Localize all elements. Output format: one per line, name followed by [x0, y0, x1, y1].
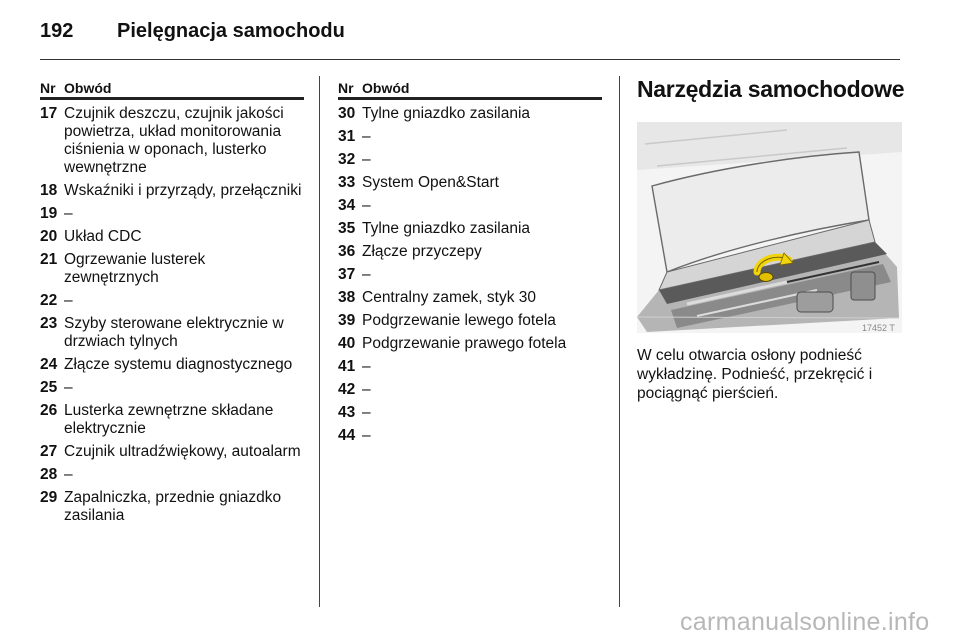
column-divider-1: [319, 76, 320, 607]
fuse-number: 35: [338, 220, 356, 237]
fuse-circuit: Szyby sterowane elektrycznie w drzwiach tylnych: [64, 315, 284, 350]
section-title: Narzędzia samochodowe: [637, 76, 905, 102]
image-code: 17452 T: [862, 323, 895, 333]
fuse-number: 21: [40, 251, 58, 268]
fuse-row: [40, 489, 304, 525]
fuse-circuit: Tylne gniazdko zasilania: [362, 105, 531, 122]
fuse-circuit: –: [362, 266, 371, 283]
fuse-circuit: Ogrzewanie lusterek zewnętrznych: [64, 251, 206, 286]
fuse-number: 25: [40, 379, 58, 396]
fuse-row: [338, 151, 602, 169]
fuse-row: [338, 427, 602, 445]
fuse-number: 39: [338, 312, 356, 329]
fuse-number: 41: [338, 358, 356, 375]
column-divider-2: [619, 76, 620, 607]
fuse-row: [40, 205, 304, 223]
fuse-circuit: Czujnik deszczu, czujnik jakości powietrza, układ monitorowania ciśnienia w oponach, lusterko wewnętrzne: [64, 105, 284, 176]
fuse-number: 22: [40, 292, 58, 309]
column-header-circuit: Obwód: [362, 80, 410, 96]
fuse-number: 38: [338, 289, 356, 306]
fuse-circuit: Tylne gniazdko zasilania: [362, 220, 531, 237]
fuse-number: 42: [338, 381, 356, 398]
fuse-row: [40, 356, 304, 374]
fuse-number: 23: [40, 315, 58, 332]
fuse-table-left: [40, 79, 304, 525]
fuse-row: [338, 174, 602, 192]
fuse-number: 33: [338, 174, 356, 191]
fuse-row: [338, 289, 602, 307]
fuse-row: [338, 197, 602, 215]
fuse-number: 32: [338, 151, 356, 168]
column-header-nr: Nr: [338, 80, 354, 96]
fuse-circuit: –: [362, 404, 371, 421]
fuse-row: [40, 228, 304, 246]
fuse-circuit: –: [362, 427, 371, 444]
column-header-circuit: Obwód: [64, 80, 112, 96]
fuse-number: 28: [40, 466, 58, 483]
fuse-circuit: –: [362, 381, 371, 398]
fuse-number: 18: [40, 182, 58, 199]
fuse-number: 24: [40, 356, 58, 373]
column-header-nr: Nr: [40, 80, 56, 96]
fuse-circuit: Wskaźniki i przyrządy, przełączniki: [64, 182, 302, 199]
fuse-number: 31: [338, 128, 356, 145]
fuse-row: [40, 466, 304, 484]
fuse-number: 20: [40, 228, 58, 245]
fuse-circuit: Zapalniczka, przednie gniazdko zasilania: [64, 489, 282, 524]
fuse-table-right: [338, 79, 602, 445]
fuse-row: [338, 404, 602, 422]
fuse-circuit: –: [362, 151, 371, 168]
fuse-circuit: –: [362, 128, 371, 145]
fuse-row: [40, 251, 304, 287]
fuse-number: 34: [338, 197, 356, 214]
fuse-circuit: –: [64, 292, 73, 309]
fuse-number: 30: [338, 105, 356, 122]
fuse-row: [338, 335, 602, 353]
fuse-number: 26: [40, 402, 58, 419]
fuse-row: [338, 381, 602, 399]
watermark: carmanualsonline.info: [680, 608, 930, 636]
fuse-circuit: Czujnik ultradźwiękowy, autoalarm: [64, 443, 301, 460]
fuse-row: [40, 315, 304, 351]
fuse-row: [338, 220, 602, 238]
fuse-number: 44: [338, 427, 356, 444]
fuse-row: [338, 128, 602, 146]
fuse-number: 29: [40, 489, 58, 506]
fuse-circuit: –: [362, 358, 371, 375]
page-title: Pielęgnacja samochodu: [117, 20, 345, 42]
fuse-number: 36: [338, 243, 356, 260]
fuse-row: [40, 402, 304, 438]
fuse-table-header: [338, 79, 602, 100]
fuse-circuit: –: [64, 205, 73, 222]
fuse-number: 27: [40, 443, 58, 460]
fuse-row: [40, 292, 304, 310]
fuse-circuit: –: [64, 379, 73, 396]
fuse-circuit: Złącze systemu diagnostycznego: [64, 356, 293, 373]
fuse-number: 40: [338, 335, 356, 352]
page-number: 192: [40, 20, 74, 42]
header-divider: [40, 59, 900, 60]
fuse-row: [338, 266, 602, 284]
instruction-text: W celu otwarcia osłony podnieść wykładzinę. Podnieść, przekręcić i pociągnąć pierścień.: [637, 347, 873, 402]
trunk-tools-illustration: [637, 122, 902, 333]
fuse-circuit: –: [64, 466, 73, 483]
fuse-row: [40, 105, 304, 177]
fuse-row: [338, 243, 602, 261]
fuse-number: 17: [40, 105, 58, 122]
fuse-number: 19: [40, 205, 58, 222]
fuse-circuit: Podgrzewanie lewego fotela: [362, 312, 556, 329]
fuse-row: [338, 358, 602, 376]
fuse-number: 37: [338, 266, 356, 283]
fuse-rows-right: [338, 105, 602, 445]
fuse-circuit: Centralny zamek, styk 30: [362, 289, 537, 306]
fuse-circuit: System Open&Start: [362, 174, 499, 191]
fuse-circuit: Złącze przyczepy: [362, 243, 482, 260]
fuse-row: [338, 105, 602, 123]
fuse-row: [338, 312, 602, 330]
fuse-table-header: [40, 79, 304, 100]
fuse-row: [40, 379, 304, 397]
fuse-row: [40, 182, 304, 200]
fuse-rows-left: [40, 105, 304, 525]
fuse-row: [40, 443, 304, 461]
fuse-circuit: Lusterka zewnętrzne składane elektrycznie: [64, 402, 274, 437]
fuse-circuit: Podgrzewanie prawego fotela: [362, 335, 567, 352]
fuse-circuit: Układ CDC: [64, 228, 142, 245]
fuse-number: 43: [338, 404, 356, 421]
fuse-circuit: –: [362, 197, 371, 214]
